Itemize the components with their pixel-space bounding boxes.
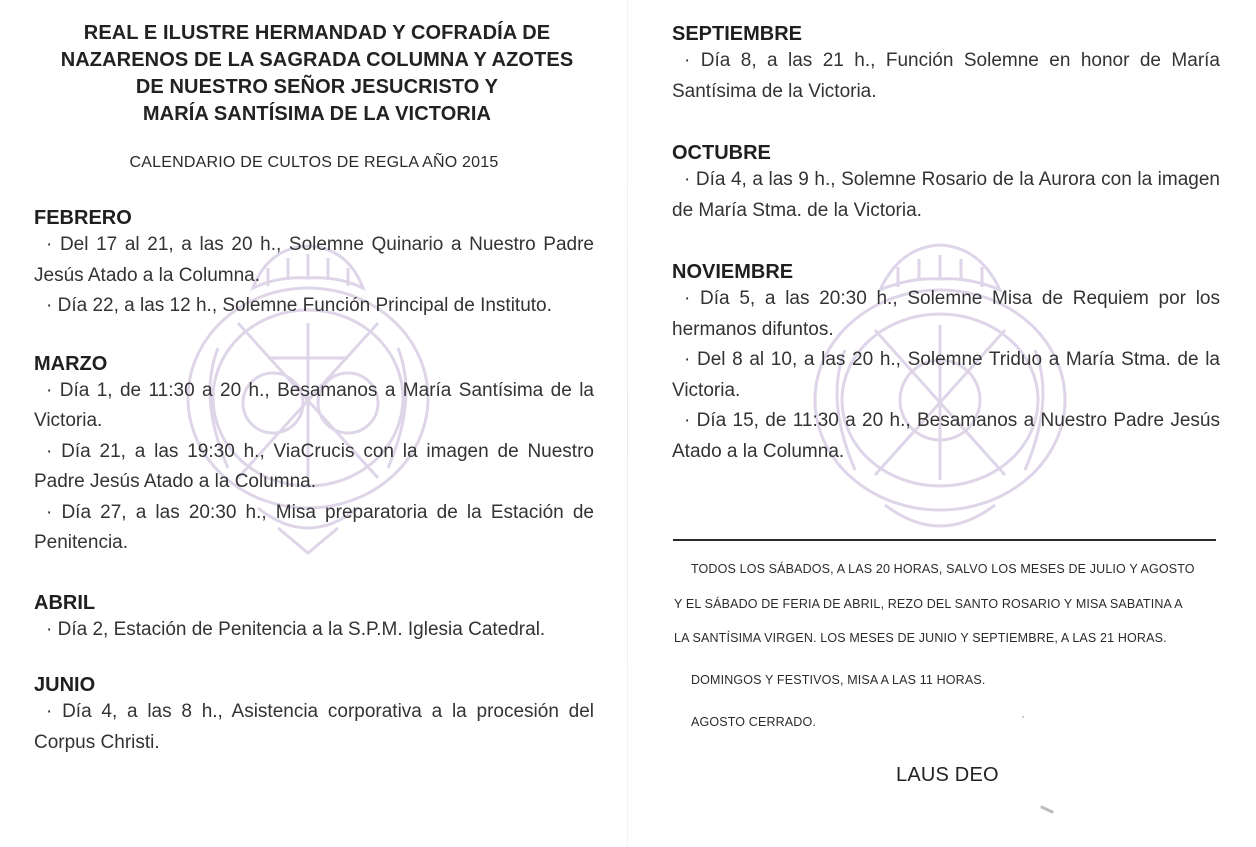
- note-line: LA SANTÍSIMA VIRGEN. LOS MESES DE JUNIO Y SEPTIEMBRE, A LAS 21 HORAS.: [674, 631, 1167, 645]
- month-heading: NOVIEMBRE: [672, 261, 794, 283]
- month-heading: JUNIO: [34, 674, 96, 696]
- month-heading: SEPTIEMBRE: [672, 23, 803, 45]
- note-line: AGOSTO CERRADO.: [691, 715, 816, 729]
- closing-laus-deo: LAUS DEO: [896, 764, 999, 786]
- worship-entry: · Día 27, a las 20:30 h., Misa preparatoria de la Estación de Penitencia.: [34, 501, 594, 553]
- month-heading: MARZO: [34, 352, 108, 375]
- worship-entry: · Día 21, a las 19:30 h., ViaCrucis con la imagen de Nuestro Padre Jesús Atado a la Columna.: [34, 440, 594, 492]
- note-line: DOMINGOS Y FESTIVOS, MISA A LAS 11 HORAS.: [691, 672, 986, 687]
- right-column: [672, 22, 1220, 467]
- worship-entry: · Día 22, a las 12 h., Solemne Función Principal de Instituto.: [46, 295, 552, 316]
- month-heading: ABRIL: [34, 591, 96, 614]
- title-line: NAZARENOS DE LA SAGRADA COLUMNA Y AZOTES: [60, 49, 574, 71]
- page-fold: [627, 0, 628, 847]
- month-section-febrero: [34, 206, 594, 322]
- month-section-octubre: [672, 141, 1220, 226]
- month-heading: FEBRERO: [34, 207, 132, 229]
- title-line: MARÍA SANTÍSIMA DE LA VICTORIA: [142, 103, 492, 125]
- month-section-junio: [34, 673, 594, 758]
- title-line: REAL E ILUSTRE HERMANDAD Y COFRADÍA DE: [83, 22, 551, 44]
- note-line: Y EL SÁBADO DE FERIA DE ABRIL, REZO DEL SANTO ROSARIO Y MISA SABATINA A: [674, 596, 1183, 611]
- worship-entry: · Día 8, a las 21 h., Función Solemne en honor de María Santísima de la Victoria.: [672, 50, 1220, 102]
- worship-entry: · Día 5, a las 20:30 h., Solemne Misa de Requiem por los hermanos difuntos.: [672, 288, 1220, 340]
- scan-speck: [1040, 805, 1054, 814]
- worship-entry: · Día 4, a las 9 h., Solemne Rosario de la Aurora con la imagen de María Stma. de la Victoria.: [672, 169, 1220, 221]
- worship-entry: · Día 15, de 11:30 a 20 h., Besamanos a Nuestro Padre Jesús Atado a la Columna.: [672, 410, 1220, 462]
- brotherhood-title: [40, 20, 594, 128]
- left-column: [34, 20, 594, 758]
- title-line: DE NUESTRO SEÑOR JESUCRISTO Y: [135, 76, 499, 98]
- month-section-noviembre: [672, 260, 1220, 467]
- note-line: TODOS LOS SÁBADOS, A LAS 20 HORAS, SALVO LOS MESES DE JULIO Y AGOSTO: [691, 562, 1195, 576]
- section-divider: [673, 539, 1216, 541]
- month-heading: OCTUBRE: [672, 142, 771, 164]
- worship-entry: · Día 4, a las 8 h., Asistencia corporativa a la procesión del Corpus Christi.: [34, 701, 594, 753]
- worship-entry: · Del 8 al 10, a las 20 h., Solemne Triduo a María Stma. de la Victoria.: [672, 349, 1220, 401]
- worship-entry: · Día 1, de 11:30 a 20 h., Besamanos a María Santísima de la Victoria.: [34, 379, 594, 431]
- worship-entry: · Día 2, Estación de Penitencia a la S.P.M. Iglesia Catedral.: [46, 618, 546, 640]
- month-section-abril: [34, 591, 594, 646]
- worship-entry: · Del 17 al 21, a las 20 h., Solemne Quinario a Nuestro Padre Jesús Atado a la Columna.: [34, 234, 594, 286]
- calendar-subtitle: CALENDARIO DE CULTOS DE REGLA AÑO 2015: [129, 154, 499, 171]
- month-section-septiembre: [672, 22, 1220, 107]
- month-section-marzo: [34, 352, 594, 559]
- scan-speck: [1022, 716, 1024, 718]
- weekly-notes: [674, 552, 1222, 740]
